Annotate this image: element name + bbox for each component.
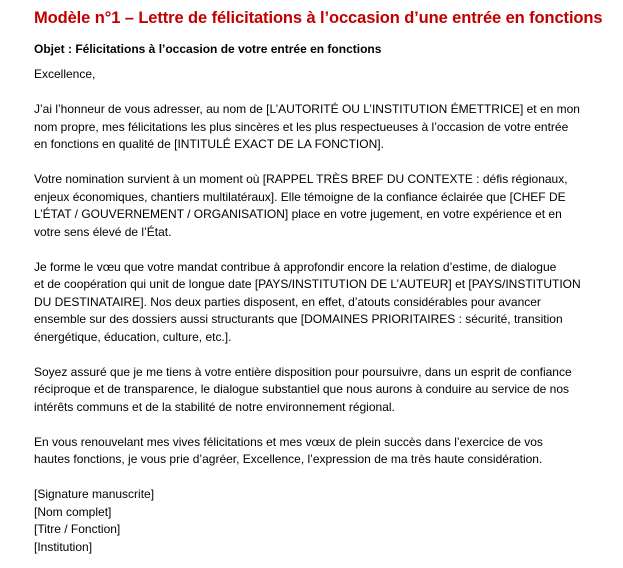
letter-body: [34, 66, 614, 556]
paragraph-line: intérêts communs et de la stabilité de notre environnement régional.: [34, 399, 395, 414]
paragraph-line: Votre nomination survient à un moment où [RAPPEL TRÈS BREF DU CONTEXTE : défis régionaux,: [34, 172, 568, 186]
title-placeholder: [Titre / Fonction]: [34, 522, 121, 536]
paragraph-line: hautes fonctions, je vous prie d’agréer, Excellence, l’expression de ma très haute considération.: [34, 452, 543, 466]
paragraph-spacer: [34, 346, 614, 364]
name-placeholder: [Nom complet]: [34, 504, 112, 519]
paragraph-line: L’ÉTAT / GOUVERNEMENT / ORGANISATION] place en votre jugement, en votre expérience et en: [34, 207, 562, 221]
paragraph-line: ensemble sur des dossiers aussi structurants que [DOMAINES PRIORITAIRES : sécurité, transition: [34, 312, 563, 326]
paragraph-spacer: [34, 241, 614, 259]
salutation: Excellence,: [34, 67, 96, 81]
paragraph-line: J’ai l’honneur de vous adresser, au nom de [L’AUTORITÉ OU L’INSTITUTION ÉMETTRICE] et en mon: [34, 102, 580, 116]
paragraph-3: [34, 259, 614, 347]
paragraph-spacer: [34, 154, 614, 172]
paragraph-1: [34, 101, 614, 154]
document-title: Modèle n°1 – Lettre de félicitations à l’occasion d’une entrée en fonctions: [34, 9, 603, 27]
paragraph-spacer: [34, 84, 614, 102]
paragraph-2: [34, 171, 614, 241]
paragraph-spacer: [34, 416, 614, 434]
paragraph-line: réciproque et de transparence, le dialogue substantiel que nous aurons à conduire au service de nos: [34, 382, 570, 396]
paragraph-line: votre sens élevé de l’État.: [34, 224, 172, 239]
paragraph-line: DU DESTINATAIRE]. Nos deux parties disposent, en effet, d’atouts considérables pour avancer: [34, 294, 541, 309]
subject-line: Objet : Félicitations à l’occasion de votre entrée en fonctions: [34, 42, 382, 56]
paragraph-spacer: [34, 469, 614, 487]
paragraph-line: en fonctions en qualité de [INTITULÉ EXACT DE LA FONCTION].: [34, 137, 384, 151]
paragraph-line: énergétique, éducation, culture, etc.].: [34, 329, 232, 344]
institution-placeholder: [Institution]: [34, 539, 93, 554]
paragraph-line: Je forme le vœu que votre mandat contribue à approfondir encore la relation d’estime, de dialogue: [34, 259, 557, 274]
paragraph-line: nom propre, mes félicitations les plus sincères et les plus respectueuses à l’occasion de votre entrée: [34, 119, 569, 134]
paragraph-line: Soyez assuré que je me tiens à votre entière disposition pour poursuivre, dans un esprit de confiance: [34, 364, 572, 379]
signature-block: [34, 486, 614, 556]
paragraph-line: enjeux économiques, chantiers multilatéraux]. Elle témoigne de la confiance éclairée que [CHEF DE: [34, 189, 566, 204]
paragraph-line: En vous renouvelant mes vives félicitations et mes vœux de plein succès dans l’exercice de vos: [34, 434, 543, 449]
signature-placeholder: [Signature manuscrite]: [34, 487, 155, 501]
paragraph-line: et de coopération qui unit de longue date [PAYS/INSTITUTION DE L’AUTEUR] et [PAYS/INSTITUTION: [34, 277, 581, 291]
paragraph-4: [34, 364, 614, 417]
paragraph-5: [34, 434, 614, 469]
